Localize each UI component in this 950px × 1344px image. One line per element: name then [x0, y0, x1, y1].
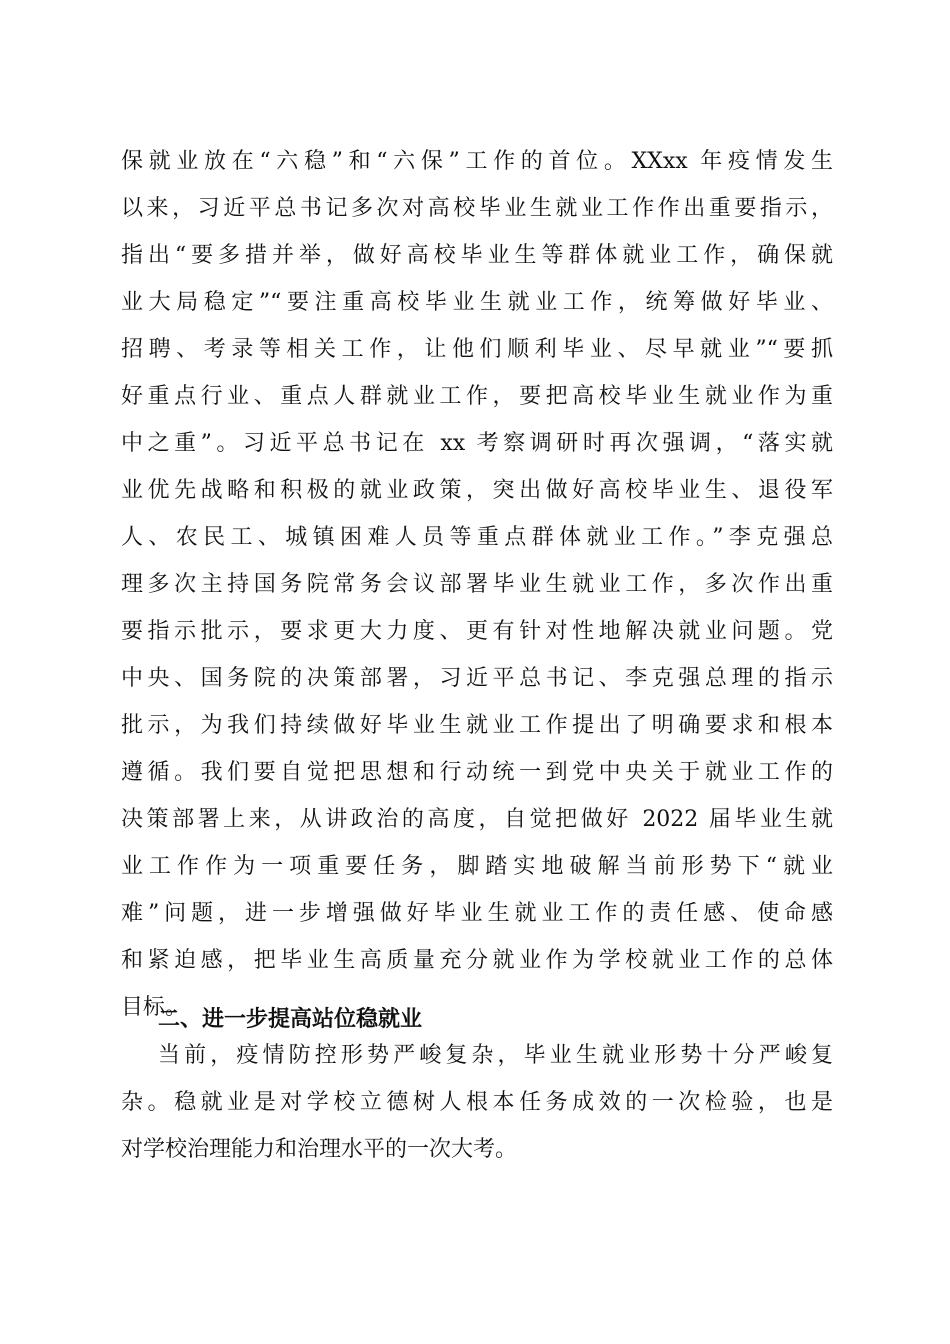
- paragraph-line: 要指示批示，要求更大力度、更有针对性地解决就业问题。党: [121, 619, 833, 644]
- paragraph-body-2: [121, 1032, 833, 1173]
- paragraph-line: 当前，疫情防控形势严峻复杂，毕业生就业形势十分严峻复: [158, 1043, 833, 1068]
- paragraph-line: 目标。: [121, 995, 188, 1020]
- paragraph-line: 中之重”。习近平总书记在 xx 考察调研时再次强调，“落实就: [121, 431, 833, 456]
- paragraph-line: 中央、国务院的决策部署，习近平总书记、李克强总理的指示: [121, 666, 833, 691]
- paragraph-line: 指出“要多措并举，做好高校毕业生等群体就业工作，确保就: [121, 243, 833, 268]
- paragraph-line: 批示，为我们持续做好毕业生就业工作提出了明确要求和根本: [121, 713, 833, 738]
- paragraph-line: 业工作作为一项重要任务，脚踏实地破解当前形势下“就业: [121, 854, 833, 879]
- paragraph-line: 以来，习近平总书记多次对高校毕业生就业工作作出重要指示，: [121, 196, 833, 221]
- paragraph-line: 遵循。我们要自觉把思想和行动统一到党中央关于就业工作的: [121, 760, 833, 785]
- paragraph-body: [121, 138, 833, 1031]
- paragraph-line: 业大局稳定”“要注重高校毕业生就业工作，统筹做好毕业、: [121, 290, 833, 315]
- paragraph-line: 杂。稳就业是对学校立德树人根本任务成效的一次检验，也是: [121, 1090, 833, 1115]
- paragraph-line: 人、农民工、城镇困难人员等重点群体就业工作。”李克强总: [121, 525, 833, 550]
- section-heading: 二、进一步提高站位稳就业: [158, 1007, 423, 1032]
- paragraph-line: 和紧迫感，把毕业生高质量充分就业作为学校就业工作的总体: [121, 948, 833, 973]
- paragraph-line: 对学校治理能力和治理水平的一次大考。: [121, 1137, 518, 1162]
- paragraph-line: 业优先战略和积极的就业政策，突出做好高校毕业生、退役军: [121, 478, 833, 503]
- paragraph-line: 难”问题，进一步增强做好毕业生就业工作的责任感、使命感: [121, 901, 833, 926]
- paragraph-line: 保就业放在“六稳”和“六保”工作的首位。XXxx 年疫情发生: [121, 149, 833, 174]
- paragraph-line: 决策部署上来，从讲政治的高度，自觉把做好 2022 届毕业生就: [121, 807, 833, 832]
- paragraph-line: 招聘、考录等相关工作，让他们顺利毕业、尽早就业”“要抓: [121, 337, 833, 362]
- paragraph-line: 好重点行业、重点人群就业工作，要把高校毕业生就业作为重: [121, 384, 833, 409]
- paragraph-line: 理多次主持国务院常务会议部署毕业生就业工作，多次作出重: [121, 572, 833, 597]
